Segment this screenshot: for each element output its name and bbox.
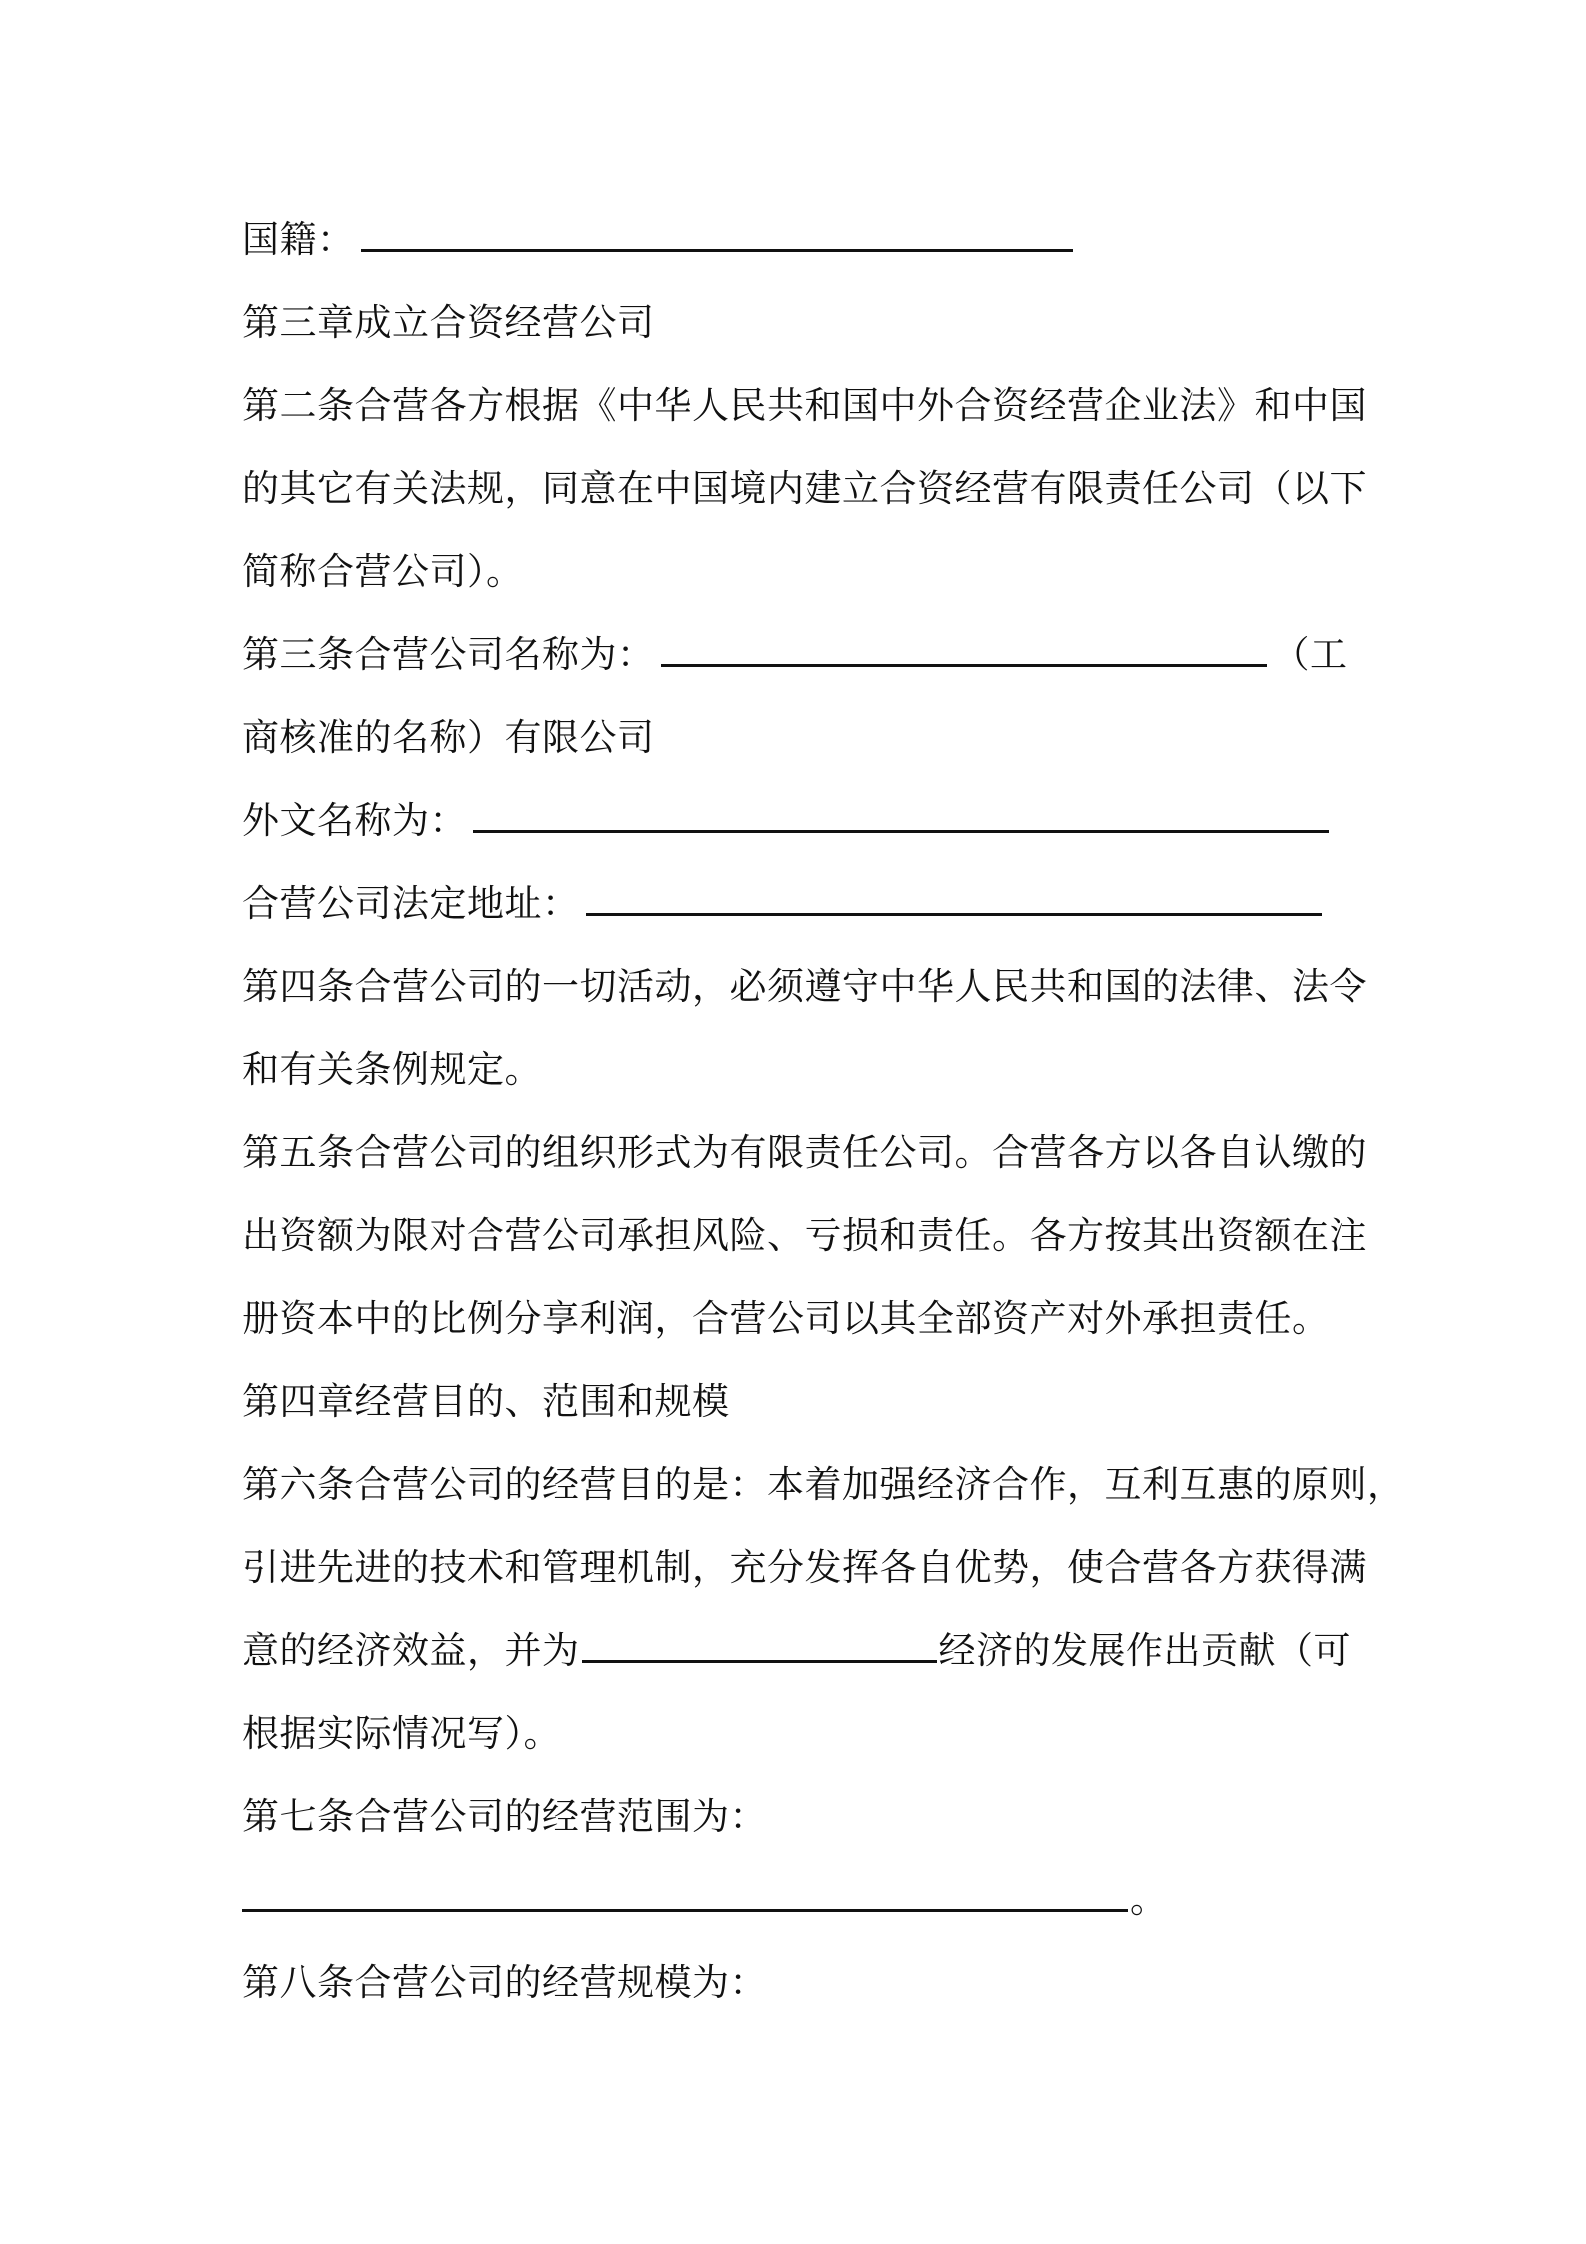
region-blank [582, 1630, 937, 1663]
article-4-line-1: 第四条合营公司的一切活动，必须遵守中华人民共和国的法律、法令 [242, 965, 1367, 1008]
article-6-line-1: 第六条合营公司的经营目的是：本着加强经济合作，互利互惠的原则， [242, 1463, 1405, 1506]
article-7-label: 第七条合营公司的经营范围为： [242, 1795, 767, 1838]
article-6-line-3 [242, 1609, 1362, 1692]
chapter-4-title: 第四章经营目的、范围和规模 [242, 1380, 730, 1423]
article-6-prefix: 意的经济效益，并为 [242, 1629, 580, 1672]
company-name-blank [661, 634, 1267, 667]
article-6-suffix: 经济的发展作出贡献（可 [938, 1629, 1351, 1672]
chapter-3-title: 第三章成立合资经营公司 [242, 301, 655, 344]
article-3-line-2: 商核准的名称）有限公司 [242, 716, 655, 759]
foreign-name-line [242, 779, 1362, 862]
address-label: 合营公司法定地址： [242, 882, 580, 925]
article-5-line-2: 出资额为限对合营公司承担风险、亏损和责任。各方按其出资额在注 [242, 1214, 1367, 1257]
document-body [242, 198, 1405, 2024]
nationality-line [242, 198, 1362, 281]
article-7-end: 。 [1130, 1878, 1168, 1921]
article-8-label: 第八条合营公司的经营规模为： [242, 1961, 767, 2004]
address-line [242, 862, 1362, 945]
nationality-label: 国籍： [242, 218, 355, 261]
article-6-line-4: 根据实际情况写）。 [242, 1712, 561, 1755]
address-blank [586, 883, 1322, 916]
article-2-line-2: 的其它有关法规，同意在中国境内建立合资经营有限责任公司（以下 [242, 467, 1367, 510]
article-4-line-2: 和有关条例规定。 [242, 1048, 542, 1091]
article-7-scope-line [242, 1858, 1362, 1941]
article-5-line-1: 第五条合营公司的组织形式为有限责任公司。合营各方以各自认缴的 [242, 1131, 1367, 1174]
article-3-label: 第三条合营公司名称为： [242, 633, 655, 676]
nationality-blank [361, 219, 1073, 252]
scope-blank [242, 1879, 1128, 1912]
article-2-line-1: 第二条合营各方根据《中华人民共和国中外合资经营企业法》和中国 [242, 384, 1367, 427]
article-2-line-3: 简称合营公司）。 [242, 550, 524, 593]
article-6-line-2: 引进先进的技术和管理机制，充分发挥各自优势，使合营各方获得满 [242, 1546, 1367, 1589]
foreign-name-label: 外文名称为： [242, 799, 467, 842]
article-3-line-1 [242, 613, 1362, 696]
article-5-line-3: 册资本中的比例分享利润，合营公司以其全部资产对外承担责任。 [242, 1297, 1330, 1340]
foreign-name-blank [473, 800, 1329, 833]
article-3-suffix: （工 [1272, 633, 1348, 676]
